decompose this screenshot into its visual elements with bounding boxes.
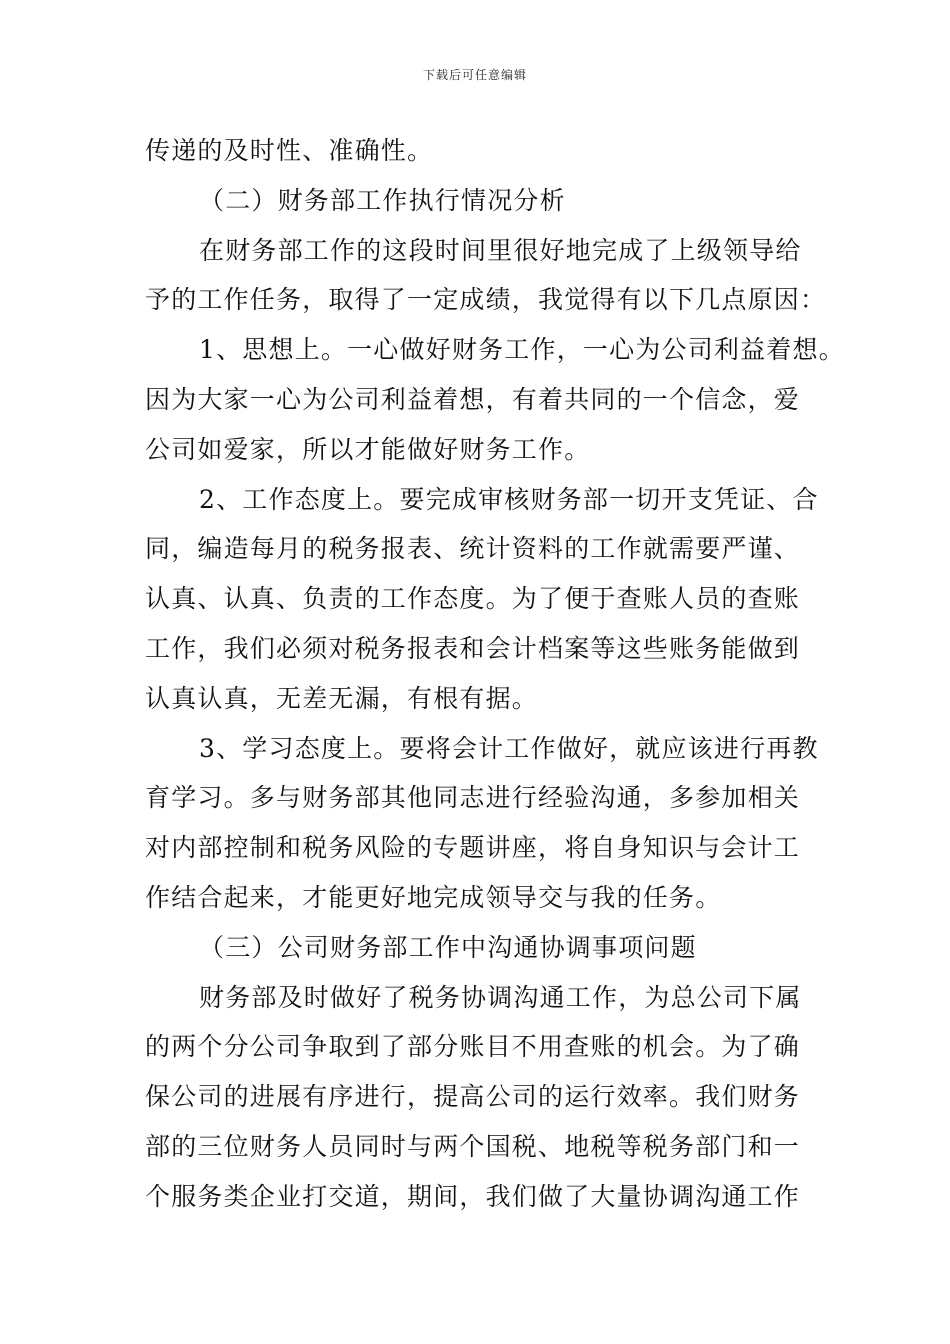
text-line: 认真、认真、负责的工作态度。为了便于查账人员的查账 [145, 584, 801, 614]
text-line: 2、工作态度上。要完成审核财务部一切开支凭证、合 [199, 484, 819, 514]
text-line: 3、学习态度上。要将会计工作做好，就应该进行再教 [199, 733, 819, 763]
text-line: 保公司的进展有序进行，提高公司的运行效率。我们财务 [145, 1082, 801, 1112]
text-line: 予的工作任务，取得了一定成绩，我觉得有以下几点原因： [145, 285, 827, 315]
text-line: 传递的及时性、准确性。 [145, 136, 434, 165]
text-line: 1、思想上。一心做好财务工作，一心为公司利益着想。 [199, 335, 845, 365]
text-line: 在财务部工作的这段时间里很好地完成了上级领导给 [199, 235, 802, 265]
section-heading: （三）公司财务部工作中沟通协调事项问题 [199, 932, 697, 962]
text-line: 工作，我们必须对税务报表和会计档案等这些账务能做到 [145, 633, 801, 663]
text-line: 因为大家一心为公司利益着想，有着共同的一个信念，爱 [145, 384, 801, 414]
text-line: 认真认真，无差无漏，有根有据。 [145, 683, 539, 713]
header-note: 下载后可任意编辑 [422, 68, 527, 82]
text-line: 对内部控制和税务风险的专题讲座，将自身知识与会计工 [145, 833, 801, 863]
text-line: 部的三位财务人员同时与两个国税、地税等税务部门和一 [145, 1131, 801, 1161]
section-heading: （二）财务部工作执行情况分析 [199, 185, 566, 215]
text-line: 个服务类企业打交道，期间，我们做了大量协调沟通工作 [145, 1181, 801, 1211]
text-line: 公司如爱家，所以才能做好财务工作。 [145, 434, 591, 464]
body-text [145, 126, 845, 1222]
text-line: 育学习。多与财务部其他同志进行经验沟通，多参加相关 [145, 783, 801, 813]
text-line: 作结合起来，才能更好地完成领导交与我的任务。 [145, 882, 722, 912]
text-line: 财务部及时做好了税务协调沟通工作，为总公司下属 [199, 982, 802, 1012]
text-line: 的两个分公司争取到了部分账目不用查账的机会。为了确 [145, 1032, 801, 1062]
text-line: 同，编造每月的税务报表、统计资料的工作就需要严谨、 [145, 534, 801, 564]
